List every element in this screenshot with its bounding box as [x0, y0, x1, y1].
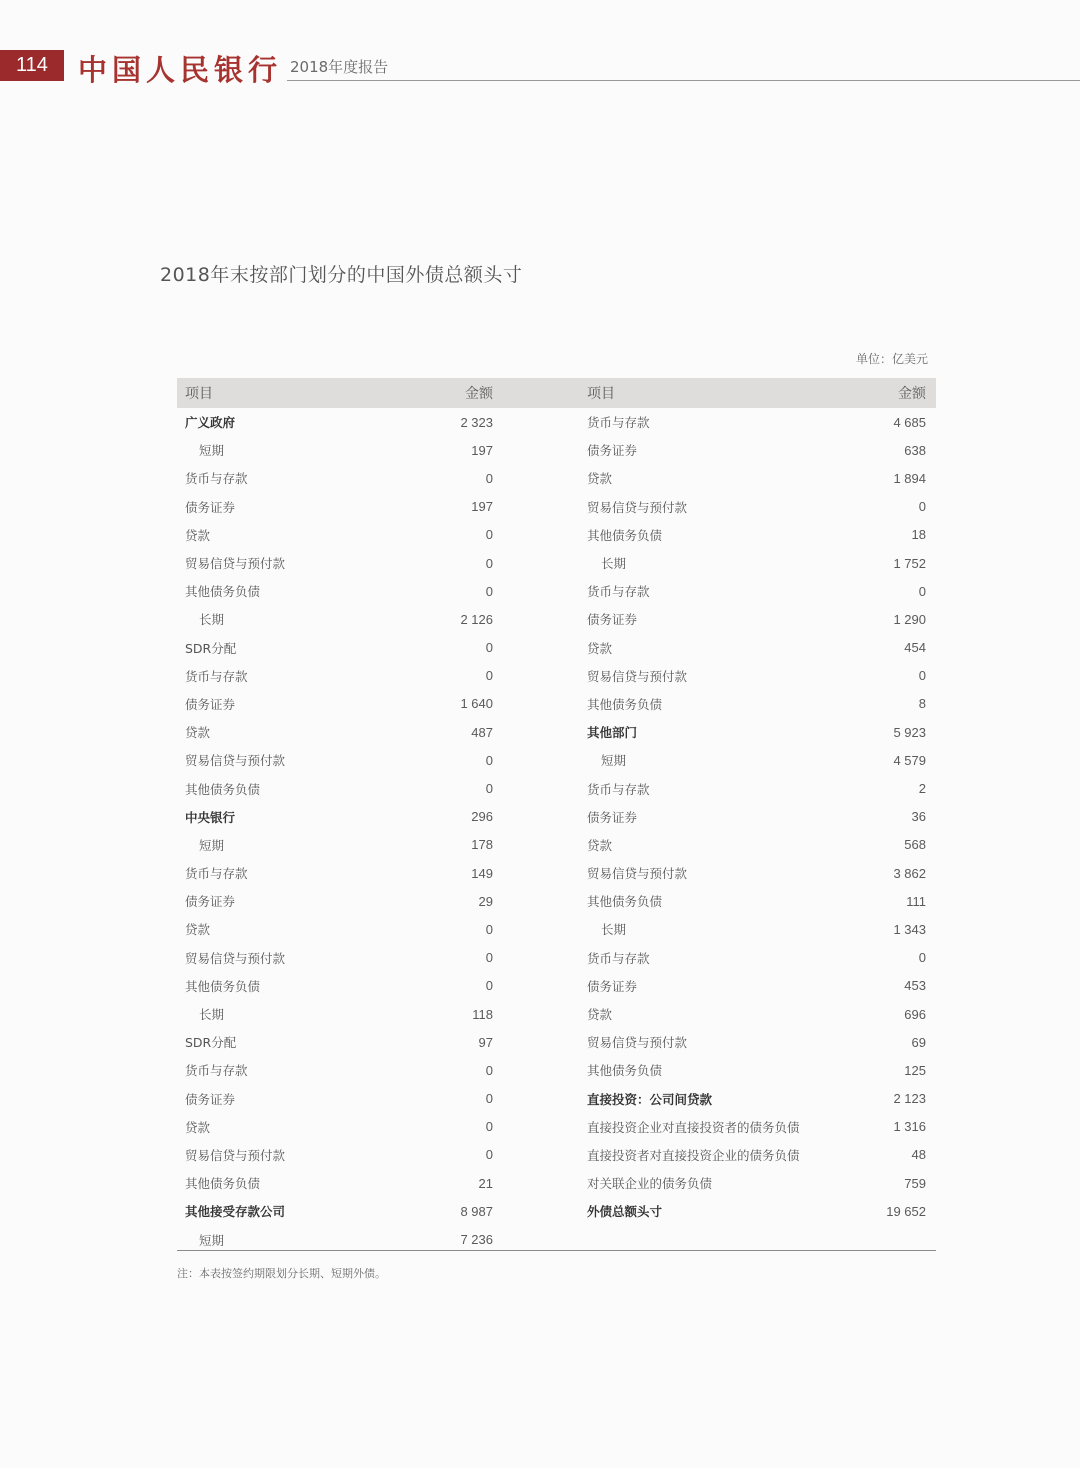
row-amount: 1 752: [893, 555, 926, 571]
table-row: [177, 1197, 503, 1225]
table-row: [579, 521, 936, 549]
row-label: 长期: [199, 1007, 225, 1023]
table-row: [177, 1113, 503, 1141]
table-row: [579, 915, 936, 943]
row-amount: 1 343: [893, 921, 926, 937]
table-row: [177, 718, 503, 746]
row-amount: 4 685: [893, 414, 926, 430]
row-label: 长期: [601, 556, 627, 572]
table-row: [579, 634, 936, 662]
row-amount: 48: [911, 1147, 926, 1163]
row-label: 贷款: [185, 922, 211, 938]
row-amount: 69: [911, 1034, 926, 1050]
row-label: 债务证券: [185, 499, 236, 515]
row-amount: 2 126: [460, 611, 493, 627]
unit-label: 单位：亿美元: [855, 352, 928, 366]
row-amount: 638: [904, 442, 926, 458]
table-row: [579, 972, 936, 1000]
row-amount: 0: [485, 470, 493, 486]
table-row: [177, 549, 503, 577]
row-amount: 453: [904, 978, 926, 994]
table-row: [177, 464, 503, 492]
row-label: 债务证券: [185, 1091, 236, 1107]
table-row: [579, 774, 936, 802]
row-amount: 3 862: [893, 865, 926, 881]
table-row: [579, 1141, 936, 1169]
table-row: [177, 746, 503, 774]
row-label: 短期: [199, 443, 225, 459]
right-column: [579, 408, 936, 1254]
row-amount: 7 236: [460, 1232, 493, 1248]
row-label: 广义政府: [185, 415, 236, 431]
row-amount: 0: [485, 921, 493, 937]
row-amount: 8 987: [460, 1203, 493, 1219]
table-header: [177, 378, 936, 408]
row-label: 其他接受存款公司: [185, 1204, 286, 1220]
row-amount: 178: [471, 837, 493, 853]
row-amount: 0: [918, 499, 926, 515]
row-amount: 5 923: [893, 724, 926, 740]
row-amount: 0: [485, 527, 493, 543]
row-amount: 1 316: [893, 1119, 926, 1135]
table-row: [177, 887, 503, 915]
table-row: [579, 944, 936, 972]
table-row: [177, 831, 503, 859]
row-label: 债务证券: [185, 894, 236, 910]
row-label: 贷款: [587, 640, 613, 656]
row-label: 贸易信贷与预付款: [587, 668, 688, 684]
table-row: [579, 493, 936, 521]
table-row: [177, 1000, 503, 1028]
table-row: [579, 803, 936, 831]
row-label: 长期: [601, 922, 627, 938]
table-row: [177, 605, 503, 633]
row-label: 货币与存款: [587, 584, 650, 600]
row-label: 其他债务负债: [185, 1176, 261, 1192]
row-label: SDR分配: [185, 640, 237, 656]
table-row: [579, 1056, 936, 1084]
row-label: 对关联企业的债务负债: [587, 1176, 713, 1192]
row-label: 贸易信贷与预付款: [587, 1035, 688, 1051]
row-amount: 454: [904, 640, 926, 656]
row-label: 货币与存款: [587, 415, 650, 431]
table-row: [177, 1028, 503, 1056]
row-label: 短期: [199, 837, 225, 853]
table-row: [177, 1056, 503, 1084]
table-row: [579, 1113, 936, 1141]
row-amount: 149: [471, 865, 493, 881]
table-row: [177, 634, 503, 662]
row-amount: 36: [911, 809, 926, 825]
left-column: [177, 408, 503, 1254]
row-amount: 487: [471, 724, 493, 740]
table-row: [579, 1197, 936, 1225]
row-amount: 0: [485, 1147, 493, 1163]
table-note: 注：本表按签约期限划分长期、短期外债。: [177, 1267, 386, 1280]
row-amount: 568: [904, 837, 926, 853]
row-label: 贸易信贷与预付款: [185, 1147, 286, 1163]
row-label: 短期: [601, 753, 627, 769]
row-label: 货币与存款: [185, 1063, 248, 1079]
table-row: [177, 577, 503, 605]
row-label: 债务证券: [587, 978, 638, 994]
row-label: 短期: [199, 1232, 225, 1248]
row-label: 直接投资者对直接投资企业的债务负债: [587, 1147, 800, 1163]
table-row: [579, 605, 936, 633]
row-amount: 111: [906, 893, 926, 909]
debt-table: [177, 378, 936, 1254]
header-amount-left: 金额: [465, 386, 493, 402]
row-label: 直接投资：公司间贷款: [587, 1091, 713, 1107]
report-title: 2018年度报告: [290, 58, 389, 76]
row-label: 贷款: [587, 1007, 613, 1023]
row-amount: 0: [485, 668, 493, 684]
row-label: 贸易信贷与预付款: [587, 866, 688, 882]
table-row: [177, 972, 503, 1000]
row-amount: 0: [485, 781, 493, 797]
table-row: [579, 577, 936, 605]
row-amount: 0: [485, 950, 493, 966]
table-title: 2018年末按部门划分的中国外债总额头寸: [160, 264, 523, 286]
table-row: [177, 662, 503, 690]
row-amount: 0: [485, 1119, 493, 1135]
table-row: [177, 408, 503, 436]
row-label: 贷款: [185, 527, 211, 543]
row-label: 直接投资企业对直接投资者的债务负债: [587, 1119, 800, 1135]
row-label: 货币与存款: [185, 866, 248, 882]
row-amount: 4 579: [893, 752, 926, 768]
row-label: 长期: [199, 612, 225, 628]
row-label: 债务证券: [587, 809, 638, 825]
table-row: [579, 549, 936, 577]
row-label: 其他债务负债: [587, 894, 663, 910]
row-amount: 125: [904, 1062, 926, 1078]
row-amount: 0: [485, 583, 493, 599]
table-row: [177, 493, 503, 521]
row-label: 其他债务负债: [587, 527, 663, 543]
row-amount: 696: [904, 1006, 926, 1022]
header-divider: [287, 80, 1080, 81]
table-row: [579, 718, 936, 746]
row-label: 其他债务负债: [587, 1063, 663, 1079]
row-label: 货币与存款: [587, 781, 650, 797]
row-amount: 19 652: [886, 1203, 926, 1219]
row-amount: 1 640: [460, 696, 493, 712]
row-amount: 2 123: [893, 1091, 926, 1107]
row-label: 中央银行: [185, 809, 236, 825]
table-row: [579, 1028, 936, 1056]
row-amount: 8: [918, 696, 926, 712]
row-amount: 18: [911, 527, 926, 543]
row-amount: 0: [485, 752, 493, 768]
row-label: 债务证券: [587, 443, 638, 459]
table-row: [177, 436, 503, 464]
row-label: 其他债务负债: [587, 696, 663, 712]
bank-logo-text: 中国人民银行: [78, 53, 283, 87]
row-amount: 759: [904, 1175, 926, 1191]
row-amount: 0: [485, 1062, 493, 1078]
row-amount: 0: [918, 583, 926, 599]
table-bottom-rule: [177, 1250, 936, 1251]
row-amount: 1 894: [893, 470, 926, 486]
table-row: [579, 746, 936, 774]
row-label: 贷款: [587, 837, 613, 853]
row-amount: 0: [485, 640, 493, 656]
row-amount: 197: [471, 442, 493, 458]
page-header: [0, 48, 1080, 88]
row-amount: 0: [485, 978, 493, 994]
table-row: [177, 1141, 503, 1169]
header-amount-right: 金额: [898, 386, 926, 402]
row-label: 贷款: [587, 471, 613, 487]
page-number: 114: [0, 50, 64, 81]
table-row: [177, 803, 503, 831]
row-label: 贸易信贷与预付款: [587, 499, 688, 515]
table-row: [579, 436, 936, 464]
row-amount: 0: [918, 950, 926, 966]
table-row: [579, 690, 936, 718]
table-row: [579, 859, 936, 887]
row-label: 贸易信贷与预付款: [185, 556, 286, 572]
table-row: [177, 690, 503, 718]
row-label: SDR分配: [185, 1035, 237, 1051]
row-label: 贷款: [185, 725, 211, 741]
row-label: 债务证券: [185, 696, 236, 712]
table-row: [579, 1000, 936, 1028]
row-amount: 2 323: [460, 414, 493, 430]
row-amount: 29: [478, 893, 493, 909]
table-row: [177, 1085, 503, 1113]
row-label: 货币与存款: [185, 668, 248, 684]
row-label: 货币与存款: [587, 950, 650, 966]
row-label: 其他债务负债: [185, 978, 261, 994]
table-row: [177, 944, 503, 972]
table-row: [177, 859, 503, 887]
row-amount: 0: [485, 1091, 493, 1107]
row-amount: 197: [471, 499, 493, 515]
row-label: 外债总额头寸: [587, 1204, 663, 1220]
row-amount: 2: [918, 781, 926, 797]
table-row: [579, 1169, 936, 1197]
table-row: [579, 831, 936, 859]
row-label: 贷款: [185, 1119, 211, 1135]
row-amount: 0: [918, 668, 926, 684]
table-row: [177, 521, 503, 549]
table-row: [177, 915, 503, 943]
row-amount: 0: [485, 555, 493, 571]
table-row: [579, 887, 936, 915]
row-amount: 97: [478, 1034, 493, 1050]
table-row: [579, 408, 936, 436]
table-row: [177, 1169, 503, 1197]
row-amount: 1 290: [893, 611, 926, 627]
row-label: 货币与存款: [185, 471, 248, 487]
row-label: 贸易信贷与预付款: [185, 753, 286, 769]
row-amount: 21: [478, 1175, 493, 1191]
row-label: 债务证券: [587, 612, 638, 628]
row-amount: 118: [472, 1006, 493, 1022]
row-amount: 296: [471, 809, 493, 825]
table-row: [579, 464, 936, 492]
row-label: 其他债务负债: [185, 781, 261, 797]
table-row: [579, 662, 936, 690]
row-label: 其他部门: [587, 725, 638, 741]
row-label: 贸易信贷与预付款: [185, 950, 286, 966]
row-label: 其他债务负债: [185, 584, 261, 600]
table-row: [579, 1085, 936, 1113]
table-row: [177, 774, 503, 802]
header-item-left: 项目: [185, 386, 213, 402]
header-item-right: 项目: [587, 386, 615, 402]
